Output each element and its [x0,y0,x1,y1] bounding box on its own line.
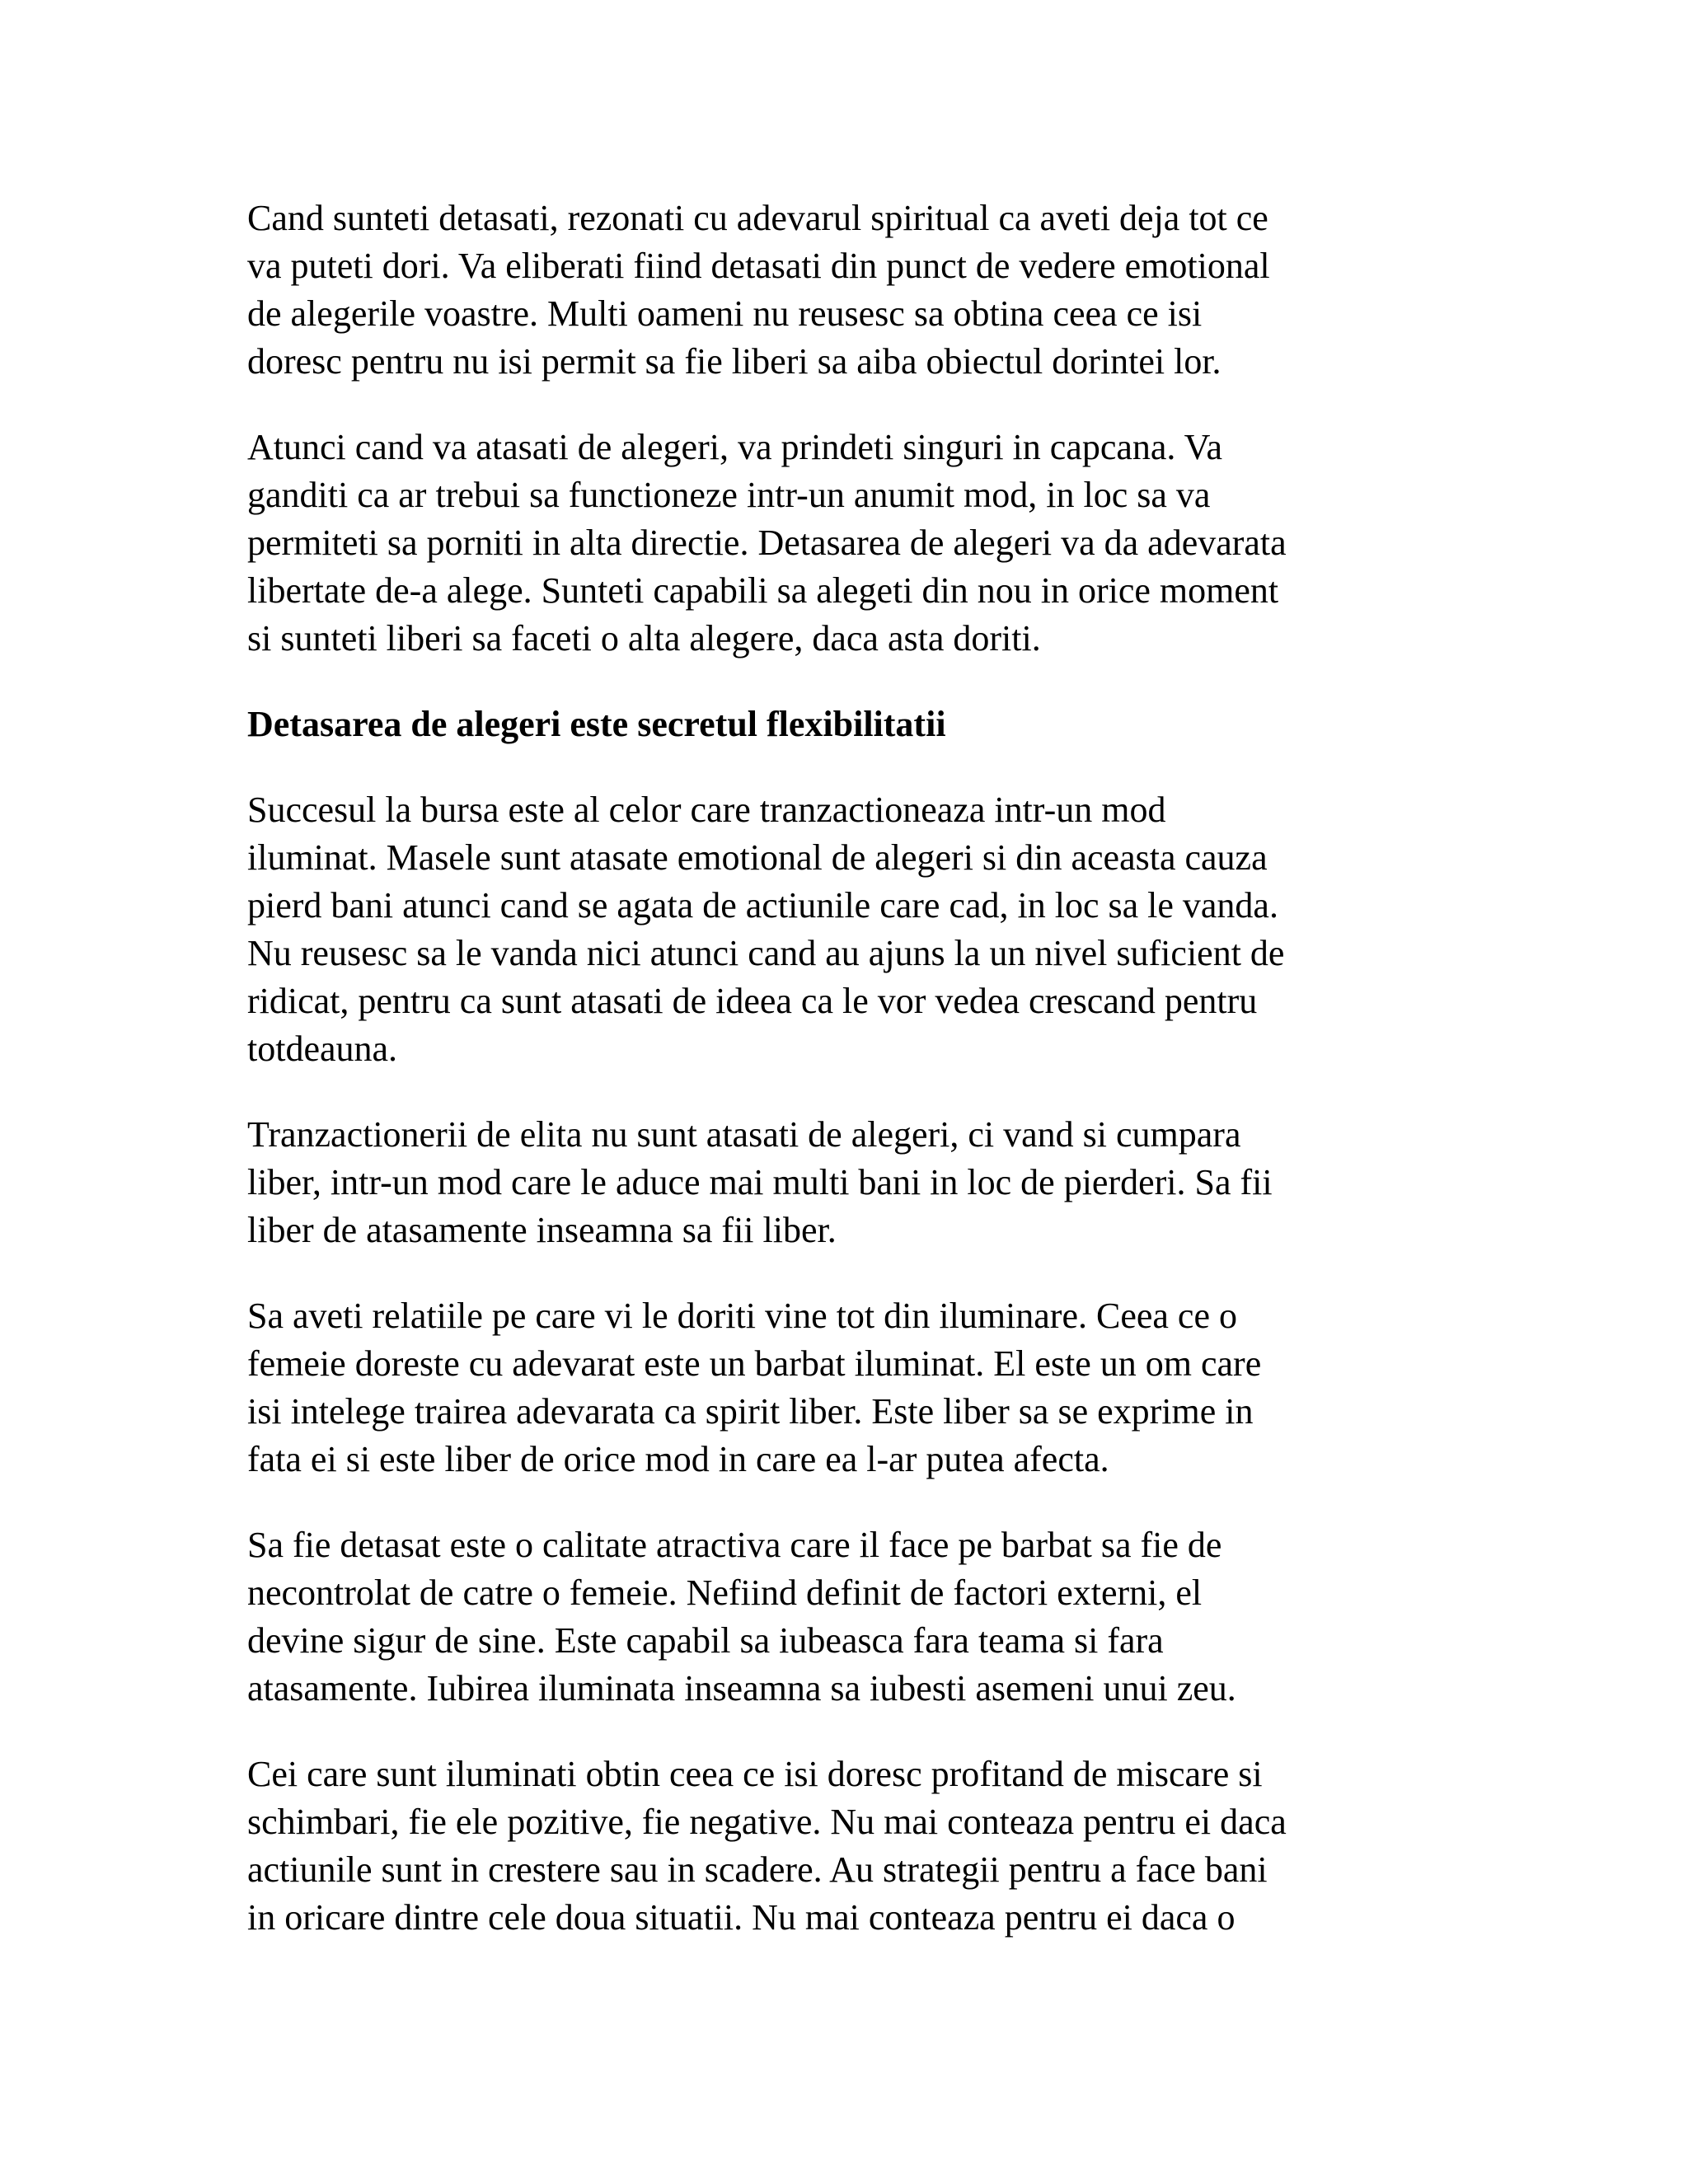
section-heading [247,701,1484,748]
text-line: ganditi ca ar trebui sa functioneze intr-un anumit mod, in loc sa va [247,475,1211,515]
paragraph-3 [247,786,1484,1073]
heading-text: Detasarea de alegeri este secretul flexibilitatii [247,704,946,744]
text-line: permiteti sa porniti in alta directie. Detasarea de alegeri va da adevarata [247,523,1287,563]
text-line: Nu reusesc sa le vanda nici atunci cand au ajuns la un nivel suficient de [247,933,1285,973]
text-line: schimbari, fie ele pozitive, fie negative. Nu mai conteaza pentru ei daca [247,1802,1287,1842]
text-line: si sunteti liberi sa faceti o alta alegere, daca asta doriti. [247,618,1041,658]
text-line: iluminat. Masele sunt atasate emotional de alegeri si din aceasta cauza [247,837,1268,878]
text-line: in oricare dintre cele doua situatii. Nu mai conteaza pentru ei daca o [247,1897,1236,1938]
text-line: Cei care sunt iluminati obtin ceea ce isi doresc profitand de miscare si [247,1754,1263,1794]
text-line: libertate de-a alege. Sunteti capabili sa alegeti din nou in orice moment [247,570,1279,611]
text-line: fata ei si este liber de orice mod in care ea l-ar putea afecta. [247,1439,1109,1479]
paragraph-4 [247,1111,1484,1254]
text-line: va puteti dori. Va eliberati fiind detasati din punct de vedere emotional [247,246,1270,286]
paragraph-7 [247,1750,1484,1942]
text-line: femeie doreste cu adevarat este un barbat iluminat. El este un om care [247,1343,1262,1384]
text-line: devine sigur de sine. Este capabil sa iubeasca fara teama si fara [247,1620,1164,1661]
text-line: ridicat, pentru ca sunt atasati de ideea ca le vor vedea crescand pentru [247,981,1258,1021]
text-line: liber de atasamente inseamna sa fii liber. [247,1210,837,1250]
text-line: totdeauna. [247,1029,398,1069]
text-line: Tranzactionerii de elita nu sunt atasati de alegeri, ci vand si cumpara [247,1114,1241,1155]
text-line: Sa fie detasat este o calitate atractiva care il face pe barbat sa fie de [247,1525,1222,1565]
text-line: doresc pentru nu isi permit sa fie liberi sa aiba obiectul dorintei lor. [247,341,1221,382]
paragraph-6 [247,1521,1484,1713]
text-line: atasamente. Iubirea iluminata inseamna sa iubesti asemeni unui zeu. [247,1668,1236,1708]
paragraph-1 [247,194,1484,386]
paragraph-2 [247,424,1484,663]
text-line: Atunci cand va atasati de alegeri, va prindeti singuri in capcana. Va [247,427,1223,467]
text-line: Succesul la bursa este al celor care tranzactioneaza intr-un mod [247,790,1166,830]
text-line: isi intelege trairea adevarata ca spirit liber. Este liber sa se exprime in [247,1391,1254,1432]
text-line: pierd bani atunci cand se agata de actiunile care cad, in loc sa le vanda. [247,885,1278,926]
text-line: de alegerile voastre. Multi oameni nu reusesc sa obtina ceea ce isi [247,293,1203,334]
text-line: actiunile sunt in crestere sau in scadere. Au strategii pentru a face bani [247,1849,1268,1890]
text-line: liber, intr-un mod care le aduce mai multi bani in loc de pierderi. Sa fii [247,1162,1273,1202]
text-line: Cand sunteti detasati, rezonati cu adevarul spiritual ca aveti deja tot ce [247,198,1268,238]
text-line: Sa aveti relatiile pe care vi le doriti vine tot din iluminare. Ceea ce o [247,1296,1237,1336]
text-line: necontrolat de catre o femeie. Nefiind definit de factori externi, el [247,1572,1203,1613]
document-page [247,194,1484,1980]
paragraph-5 [247,1292,1484,1483]
